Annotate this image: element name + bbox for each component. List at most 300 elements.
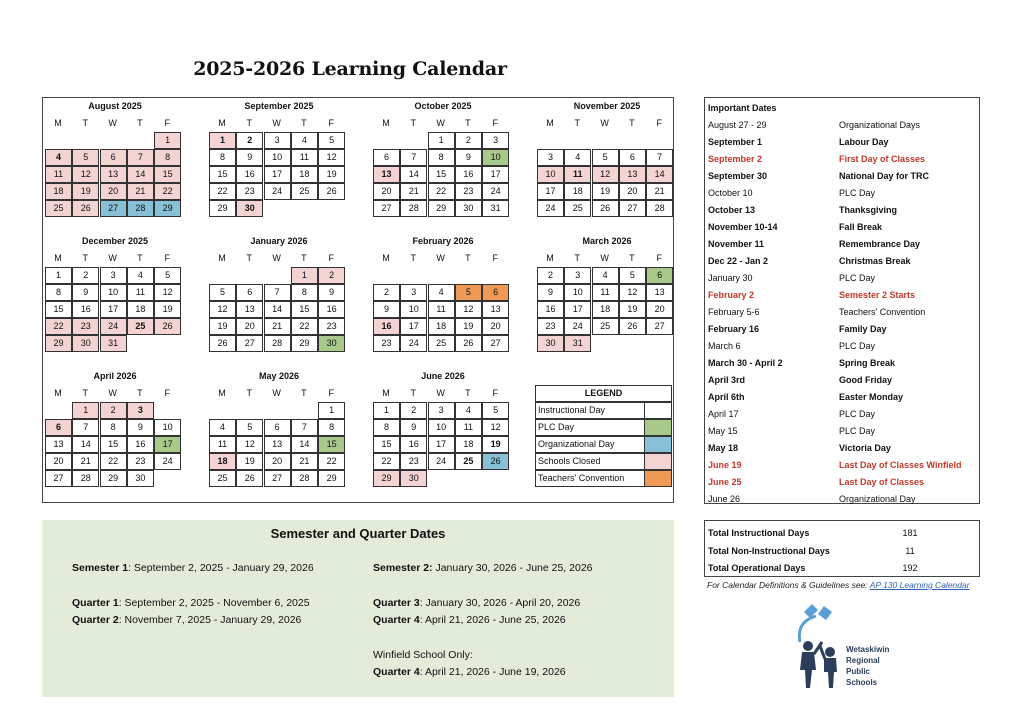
calendar-day: 6 — [619, 149, 646, 166]
weekday-header: F — [492, 253, 498, 263]
calendar-day: 19 — [318, 166, 345, 183]
calendar-day: 7 — [646, 149, 673, 166]
calendar-day: 9 — [127, 419, 154, 436]
calendar-day: 6 — [236, 284, 263, 301]
calendar-day: 17 — [564, 301, 591, 318]
calendar-day: 22 — [209, 183, 236, 200]
month-title: February 2026 — [412, 236, 474, 246]
calendar-day: 8 — [100, 419, 127, 436]
calendar-day: 25 — [592, 318, 619, 335]
calendar-day: 16 — [400, 436, 427, 453]
calendar-day: 9 — [400, 419, 427, 436]
calendar-day: 16 — [318, 301, 345, 318]
calendar-day: 16 — [455, 166, 482, 183]
legend-swatch — [644, 470, 672, 487]
calendar-day: 24 — [400, 335, 427, 352]
important-date-row — [705, 219, 979, 236]
month-title: October 2025 — [414, 101, 472, 111]
calendar-day: 23 — [127, 453, 154, 470]
calendar-day: 8 — [318, 419, 345, 436]
calendar-day: 8 — [373, 419, 400, 436]
totals-row — [705, 559, 979, 577]
calendar-day: 27 — [45, 470, 72, 487]
calendar-day: 25 — [455, 453, 482, 470]
totals-row — [705, 542, 979, 560]
important-event: Remembrance Day — [839, 239, 921, 249]
calendar-day: 1 — [318, 402, 345, 419]
calendar-day: 11 — [455, 419, 482, 436]
weekday-header: M — [546, 118, 554, 128]
calendar-day: 9 — [537, 284, 564, 301]
semester-line — [373, 614, 566, 626]
calendar-day: 25 — [127, 318, 154, 335]
legend-row — [535, 402, 672, 419]
legend-label: PLC Day — [535, 419, 645, 436]
calendar-day: 25 — [291, 183, 318, 200]
important-date-row — [705, 270, 979, 287]
calendar-day: 31 — [482, 200, 509, 217]
calendar-day: 16 — [127, 436, 154, 453]
calendar-day: 11 — [45, 166, 72, 183]
calendar-day: 13 — [482, 301, 509, 318]
calendar-day: 22 — [154, 183, 181, 200]
calendar-day: 21 — [127, 183, 154, 200]
calendar-day: 18 — [592, 301, 619, 318]
important-date-row — [705, 304, 979, 321]
calendar-day: 27 — [619, 200, 646, 217]
legend-title: LEGEND — [535, 385, 672, 402]
important-date: May 15 — [708, 426, 738, 436]
calendar-day: 4 — [127, 267, 154, 284]
weekday-header: T — [246, 253, 253, 263]
important-date-row — [705, 151, 979, 168]
important-date-row — [705, 355, 979, 372]
semester-line-text: : April 21, 2026 - June 25, 2026 — [419, 614, 566, 626]
calendar-day: 29 — [373, 470, 400, 487]
semester-line-text: January 30, 2026 - June 25, 2026 — [432, 562, 593, 574]
important-date: September 2 — [708, 154, 763, 164]
important-date: February 2 — [708, 290, 755, 300]
calendar-day: 28 — [72, 470, 99, 487]
important-event: Semester 2 Starts — [839, 290, 916, 300]
important-date-row — [705, 338, 979, 355]
ap130-link[interactable]: AP 130 Learning Calendar — [869, 580, 970, 590]
weekday-header: F — [492, 118, 498, 128]
calendar-day: 15 — [318, 436, 345, 453]
important-event: PLC Day — [839, 188, 876, 198]
calendar-day: 23 — [236, 183, 263, 200]
calendar-day: 13 — [45, 436, 72, 453]
calendar-day: 18 — [428, 318, 455, 335]
totals-value: 192 — [902, 563, 918, 573]
weekday-header: T — [246, 118, 253, 128]
important-date: February 16 — [708, 324, 760, 334]
calendar-day: 19 — [236, 453, 263, 470]
important-date: June 25 — [708, 477, 742, 487]
weekday-header: M — [218, 118, 226, 128]
important-date: October 10 — [708, 188, 753, 198]
weekday-header: T — [410, 388, 417, 398]
weekday-header: T — [137, 388, 143, 398]
calendar-day: 2 — [236, 132, 263, 149]
weekday-header: T — [410, 253, 417, 263]
district-name-line: Wetaskiwin — [846, 645, 890, 654]
calendar-day: 23 — [72, 318, 99, 335]
calendar-day: 17 — [264, 166, 291, 183]
weekday-header: W — [272, 118, 281, 128]
calendar-day: 29 — [291, 335, 318, 352]
calendar-day: 16 — [373, 318, 400, 335]
calendar-day: 14 — [264, 301, 291, 318]
semester-line-label: Semester 2: — [373, 562, 433, 574]
calendar-day: 1 — [45, 267, 72, 284]
weekday-header: F — [328, 118, 334, 128]
calendar-day: 17 — [482, 166, 509, 183]
semester-line-text: : November 7, 2025 - January 29, 2026 — [118, 614, 302, 626]
calendar-day: 24 — [482, 183, 509, 200]
calendar-day: 6 — [482, 284, 509, 301]
calendar-day: 22 — [373, 453, 400, 470]
calendar-day: 21 — [291, 453, 318, 470]
important-date: January 30 — [708, 273, 753, 283]
weekday-header: M — [382, 118, 390, 128]
important-date: June 26 — [708, 494, 741, 504]
district-name-line: Regional — [846, 656, 880, 665]
weekday-header: T — [465, 253, 471, 263]
calendar-day: 17 — [400, 318, 427, 335]
calendar-day: 8 — [45, 284, 72, 301]
important-date-row — [705, 474, 979, 491]
important-event: Family Day — [839, 324, 887, 334]
calendar-day: 19 — [592, 183, 619, 200]
important-date: September 30 — [708, 171, 768, 181]
important-event: Victoria Day — [839, 443, 891, 453]
weekday-header: F — [164, 118, 170, 128]
calendar-day: 9 — [455, 149, 482, 166]
month-title: June 2026 — [421, 371, 465, 381]
month-title: December 2025 — [81, 236, 149, 246]
weekday-header: F — [328, 253, 334, 263]
calendar-day: 8 — [428, 149, 455, 166]
calendar-day: 18 — [564, 183, 591, 200]
important-date-row — [705, 423, 979, 440]
calendar-day: 26 — [592, 200, 619, 217]
important-date: March 6 — [708, 341, 741, 351]
important-date: September 1 — [708, 137, 763, 147]
calendar-day: 9 — [72, 284, 99, 301]
calendar-day: 28 — [400, 200, 427, 217]
calendar-day: 20 — [100, 183, 127, 200]
important-event: Spring Break — [839, 358, 896, 368]
legend-label: Teachers' Convention — [535, 470, 645, 487]
calendar-day: 30 — [400, 470, 427, 487]
weekday-header: M — [218, 253, 226, 263]
calendar-day: 21 — [264, 318, 291, 335]
calendar-day: 24 — [100, 318, 127, 335]
calendar-day: 17 — [154, 436, 181, 453]
important-event: First Day of Classes — [839, 154, 926, 164]
calendar-day: 13 — [100, 166, 127, 183]
calendar-day: 13 — [236, 301, 263, 318]
calendar-day: 23 — [537, 318, 564, 335]
calendar-day: 20 — [45, 453, 72, 470]
calendar-day: 16 — [72, 301, 99, 318]
semester-line-text: : September 2, 2025 - January 29, 2026 — [128, 562, 314, 574]
calendar-day: 12 — [236, 436, 263, 453]
totals-label: Total Instructional Days — [708, 528, 810, 538]
calendar-day: 17 — [428, 436, 455, 453]
calendar-day: 28 — [264, 335, 291, 352]
weekday-header: T — [82, 388, 89, 398]
semester-line — [72, 614, 301, 626]
calendar-day: 10 — [100, 284, 127, 301]
semester-line-label: Quarter 3 — [373, 597, 420, 609]
weekday-header: F — [656, 253, 662, 263]
important-event: Thanksgiving — [839, 205, 898, 215]
calendar-day: 8 — [209, 149, 236, 166]
important-date-row — [705, 253, 979, 270]
calendar-day: 30 — [455, 200, 482, 217]
important-event: Good Friday — [839, 375, 893, 385]
weekday-header: T — [629, 118, 635, 128]
semester-line — [72, 562, 314, 574]
calendar-day: 25 — [45, 200, 72, 217]
calendar-day: 15 — [154, 166, 181, 183]
weekday-header: M — [546, 253, 554, 263]
weekday-header: T — [465, 388, 471, 398]
calendar-day: 15 — [373, 436, 400, 453]
calendar-day: 7 — [72, 419, 99, 436]
calendar-day: 20 — [619, 183, 646, 200]
calendar-day: 24 — [537, 200, 564, 217]
calendar-day: 18 — [455, 436, 482, 453]
calendar-day: 11 — [592, 284, 619, 301]
calendar-day: 10 — [564, 284, 591, 301]
important-date-row — [705, 287, 979, 304]
calendar-day: 10 — [428, 419, 455, 436]
weekday-header: F — [164, 388, 170, 398]
calendar-day: 28 — [291, 470, 318, 487]
weekday-header: W — [600, 253, 609, 263]
calendar-day: 5 — [209, 284, 236, 301]
semester-line-label: Quarter 2 — [72, 614, 119, 626]
calendar-day: 3 — [428, 402, 455, 419]
calendar-day: 29 — [209, 200, 236, 217]
semester-line — [373, 597, 580, 609]
legend-label: Schools Closed — [535, 453, 645, 470]
legend-swatch — [644, 453, 672, 470]
calendar-day: 10 — [264, 149, 291, 166]
reference-text: For Calendar Definitions & Guidelines see: — [707, 580, 868, 590]
month-title: March 2026 — [582, 236, 632, 246]
important-date: April 3rd — [708, 375, 746, 385]
calendar-day: 18 — [209, 453, 236, 470]
calendar-day: 4 — [564, 149, 591, 166]
important-date: November 11 — [708, 239, 765, 249]
weekday-header: W — [436, 388, 445, 398]
semester-line-label: Semester 1 — [72, 562, 129, 574]
important-event: Last Day of Classes — [839, 477, 925, 487]
important-date-row — [705, 372, 979, 389]
calendar-day: 30 — [537, 335, 564, 352]
calendar-day: 8 — [291, 284, 318, 301]
calendar-day: 6 — [264, 419, 291, 436]
important-event: PLC Day — [839, 341, 876, 351]
legend-swatch — [644, 436, 672, 453]
calendar-day: 13 — [646, 284, 673, 301]
calendar-day: 20 — [482, 318, 509, 335]
calendar-day: 18 — [45, 183, 72, 200]
important-date: June 19 — [708, 460, 742, 470]
calendar-day: 5 — [154, 267, 181, 284]
calendar-day: 12 — [72, 166, 99, 183]
important-date-row — [705, 491, 979, 508]
weekday-header: T — [82, 118, 89, 128]
semester-quarter-panel — [42, 520, 674, 697]
important-event: Teachers' Convention — [839, 307, 926, 317]
calendar-day: 5 — [619, 267, 646, 284]
calendar-day: 2 — [455, 132, 482, 149]
calendar-day: 14 — [127, 166, 154, 183]
weekday-header: T — [301, 253, 307, 263]
calendar-day: 12 — [619, 284, 646, 301]
calendar-day: 29 — [154, 200, 181, 217]
weekday-header: F — [164, 253, 170, 263]
calendar-day: 22 — [100, 453, 127, 470]
important-date-row — [705, 321, 979, 338]
page-title: 2025-2026 Learning Calendar — [193, 58, 507, 80]
weekday-header: W — [108, 118, 117, 128]
calendar-day: 20 — [236, 318, 263, 335]
weekday-header: T — [574, 253, 581, 263]
weekday-header: T — [629, 253, 635, 263]
totals-label: Total Non-Instructional Days — [708, 545, 830, 556]
important-event: Fall Break — [839, 222, 883, 232]
calendar-day: 11 — [564, 166, 591, 183]
calendar-day: 6 — [646, 267, 673, 284]
calendar-day: 25 — [428, 335, 455, 352]
calendar-day: 19 — [619, 301, 646, 318]
calendar-day: 10 — [400, 301, 427, 318]
calendar-day: 7 — [264, 284, 291, 301]
legend-row — [535, 453, 672, 470]
totals-row — [705, 524, 979, 542]
calendar-day: 27 — [482, 335, 509, 352]
calendar-day: 3 — [127, 402, 154, 419]
calendar-day: 22 — [45, 318, 72, 335]
important-dates-panel — [704, 97, 980, 504]
weekday-header: M — [54, 118, 62, 128]
calendar-day: 13 — [373, 166, 400, 183]
semester-line-text: Winfield School Only: — [373, 649, 473, 661]
weekday-header: W — [272, 388, 281, 398]
calendar-day: 9 — [318, 284, 345, 301]
calendar-day: 22 — [318, 453, 345, 470]
important-date-row — [705, 457, 979, 474]
calendar-day: 4 — [592, 267, 619, 284]
calendar-day: 27 — [100, 200, 127, 217]
calendar-day: 14 — [646, 166, 673, 183]
calendar-day: 12 — [318, 149, 345, 166]
calendar-day: 19 — [482, 436, 509, 453]
semester-panel-title: Semester and Quarter Dates — [270, 526, 446, 541]
semester-line-label: Quarter 4 — [373, 614, 420, 626]
calendar-day: 19 — [72, 183, 99, 200]
calendar-day: 26 — [455, 335, 482, 352]
calendar-day: 1 — [428, 132, 455, 149]
calendar-day: 24 — [154, 453, 181, 470]
weekday-header: M — [382, 388, 390, 398]
weekday-header: F — [328, 388, 334, 398]
weekday-header: T — [246, 388, 253, 398]
calendar-day: 3 — [564, 267, 591, 284]
calendar-day: 30 — [72, 335, 99, 352]
weekday-header: M — [218, 388, 226, 398]
totals-value: 181 — [902, 528, 918, 538]
weekday-header: W — [436, 118, 445, 128]
weekday-header: F — [656, 118, 662, 128]
calendar-day: 31 — [100, 335, 127, 352]
month-title: April 2026 — [93, 371, 137, 381]
semester-line — [373, 666, 566, 678]
calendar-day: 5 — [72, 149, 99, 166]
calendar-day: 28 — [646, 200, 673, 217]
calendar-day: 27 — [236, 335, 263, 352]
calendar-day: 27 — [373, 200, 400, 217]
calendar-day: 26 — [72, 200, 99, 217]
district-name-line: Schools — [846, 678, 878, 687]
calendar-day: 6 — [45, 419, 72, 436]
calendar-day: 3 — [482, 132, 509, 149]
weekday-header: T — [137, 253, 143, 263]
important-event: Labour Day — [839, 137, 889, 147]
calendar-day: 5 — [455, 284, 482, 301]
calendar-day: 26 — [236, 470, 263, 487]
calendar-day: 7 — [291, 419, 318, 436]
semester-line-text: : January 30, 2026 - April 20, 2026 — [419, 597, 581, 609]
calendar-day: 3 — [264, 132, 291, 149]
calendar-day: 22 — [428, 183, 455, 200]
important-date-row — [705, 236, 979, 253]
important-event: Christmas Break — [839, 256, 911, 266]
important-date: April 17 — [708, 409, 739, 419]
semester-line — [373, 562, 593, 574]
calendar-day: 29 — [100, 470, 127, 487]
calendar-day: 6 — [100, 149, 127, 166]
calendar-day: 31 — [564, 335, 591, 352]
calendar-day: 4 — [428, 284, 455, 301]
calendar-day: 14 — [72, 436, 99, 453]
calendar-day: 24 — [564, 318, 591, 335]
weekday-header: W — [108, 253, 117, 263]
calendar-day: 15 — [209, 166, 236, 183]
calendar-day: 3 — [537, 149, 564, 166]
month-title: November 2025 — [573, 101, 641, 111]
legend-row — [535, 419, 672, 436]
calendar-day: 27 — [646, 318, 673, 335]
important-date-row — [705, 168, 979, 185]
calendar-day: 3 — [400, 284, 427, 301]
calendar-day: 20 — [264, 453, 291, 470]
calendar-day: 12 — [209, 301, 236, 318]
important-event: Organizational Days — [839, 120, 921, 130]
calendar-day: 29 — [318, 470, 345, 487]
calendar-day: 23 — [373, 335, 400, 352]
month-title: January 2026 — [250, 236, 308, 246]
calendar-day: 18 — [127, 301, 154, 318]
important-event: National Day for TRC — [839, 171, 930, 181]
calendar-day: 14 — [400, 166, 427, 183]
